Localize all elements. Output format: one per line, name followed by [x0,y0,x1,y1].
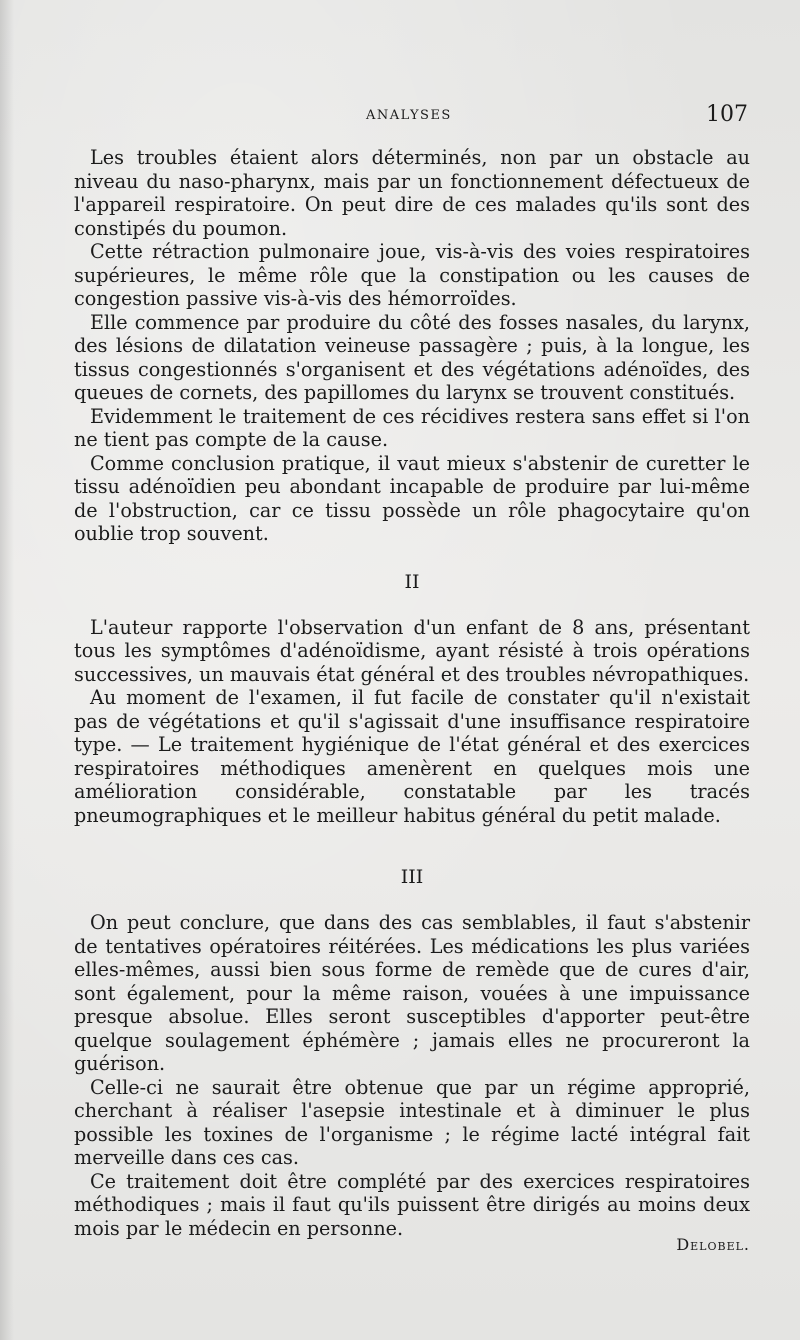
running-head: ANALYSES [366,108,452,123]
paragraph: Elle commence par produire du côté des fosses nasales, du larynx, des lésions de dilatation veineuse passagère ; puis, à la longue, les tissus congestionnés s'organisent et des végétations adénoïdes, des queues de cornets, des papillomes du larynx se trouvent constitués. [74,310,750,404]
page-number: 107 [706,102,748,127]
author-signature: Delobel. [676,1235,750,1254]
paragraph: Celle-ci ne saurait être obtenue que par un régime approprié, cherchant à réaliser l'asepsie intestinale et à diminuer le plus possible les toxines de l'organisme ; le régime lacté intégral fait merveille dans ces cas. [74,1075,750,1169]
paragraph: On peut conclure, que dans des cas semblables, il faut s'abstenir de tentatives opératoires réitérées. Les médications les plus variées elles-mêmes, aussi bien sous forme de remède que de cures d'air, sont également, pour la même raison, vouées à une impuissance presque absolue. Elles seront susceptibles d'apporter peut-être quelque soulagement éphémère ; jamais elles ne procureront la guérison. [74,911,750,1075]
page-header [0,102,800,136]
article-body [74,146,750,1240]
paragraph: Evidemment le traitement de ces récidives restera sans effet si l'on ne tient pas compte de la cause. [74,404,750,451]
paragraph: Cette rétraction pulmonaire joue, vis-à-vis des voies respiratoires supérieures, le même rôle que la constipation ou les causes de congestion passive vis-à-vis des hémorroïdes. [74,240,750,310]
paragraph: Les troubles étaient alors déterminés, non par un obstacle au niveau du naso-pharynx, mais par un fonctionnement défectueux de l'appareil respiratoire. On peut dire de ces malades qu'ils sont des constipés du poumon. [74,146,750,240]
section-heading-3: III [400,866,424,888]
scan-edge-shadow [0,0,14,1340]
paragraph: Comme conclusion pratique, il vaut mieux s'abstenir de curetter le tissu adénoïdien peu abondant incapable de produire par lui-même de l'obstruction, car ce tissu possède un rôle phagocytaire qu'on oublie trop souvent. [74,451,750,545]
paragraph: Au moment de l'examen, il fut facile de constater qu'il n'existait pas de végétations et qu'il s'agissait d'une insuffisance respiratoire type. — Le traitement hygiénique de l'état général et des exercices respiratoires méthodiques amenèrent en quelques mois une amélioration considérable, constatable par les tracés pneumographiques et le meilleur habitus général du petit malade. [74,686,750,827]
paragraph: L'auteur rapporte l'observation d'un enfant de 8 ans, présentant tous les symptômes d'adénoïdisme, ayant résisté à trois opérations successives, un mauvais état général et des troubles névropathiques. [74,615,750,686]
section-heading-2: II [404,570,420,593]
paragraph: Ce traitement doit être complété par des exercices respiratoires méthodiques ; mais il faut qu'ils puissent être dirigés au moins deux mois par le médecin en personne. [74,1169,750,1240]
